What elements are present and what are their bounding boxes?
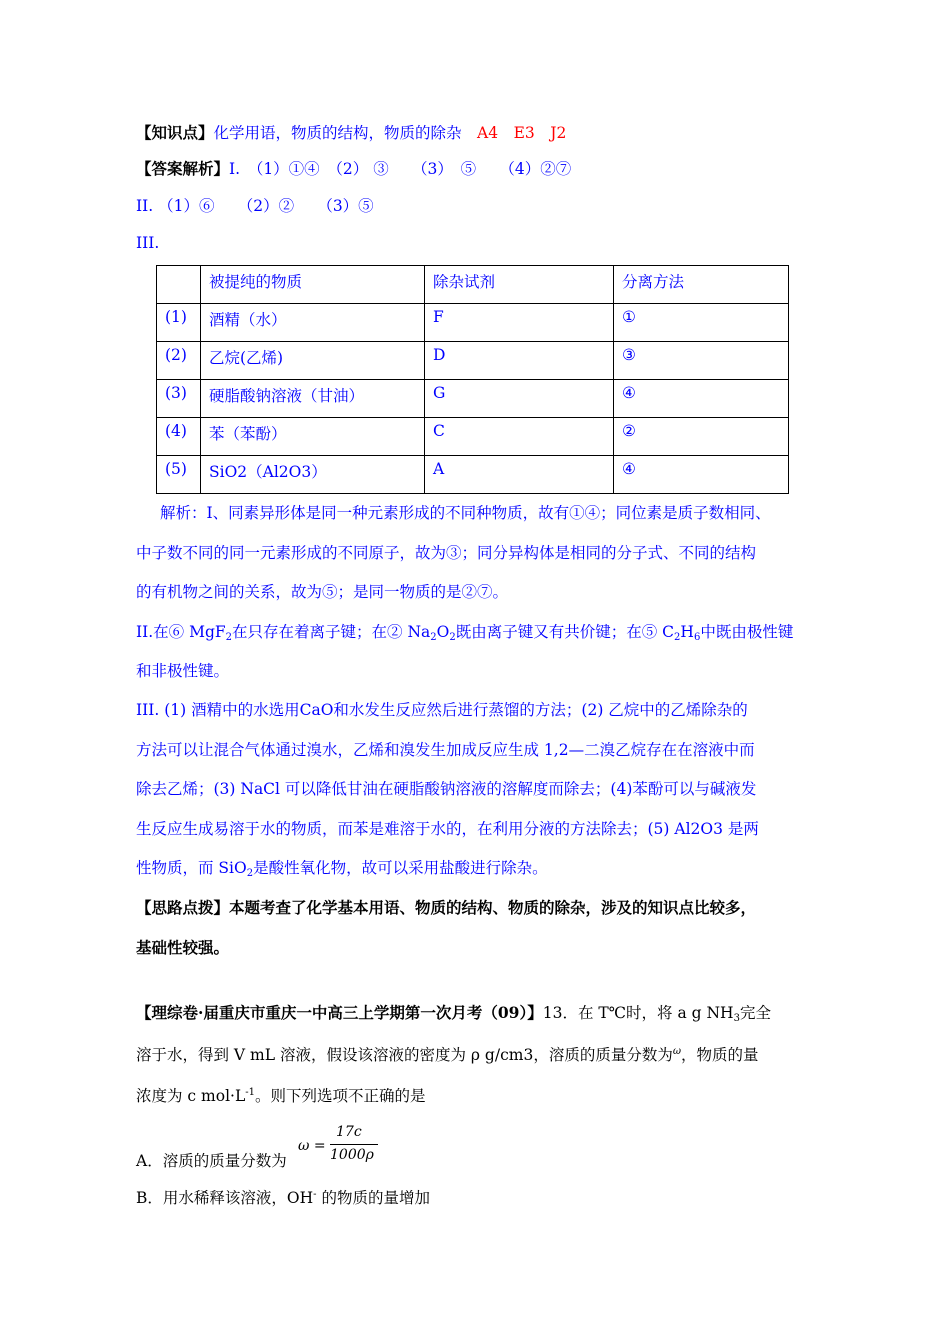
superscript: - (313, 1189, 317, 1200)
table-row (157, 342, 789, 380)
question-source: 【理综卷·届重庆市重庆一中高三上学期第一次月考（09）】 (136, 1003, 543, 1022)
table-cell: ② (614, 418, 789, 456)
table-cell: A (425, 456, 614, 494)
text-span: 性物质，而 SiO (136, 859, 247, 877)
table-cell: ③ (614, 342, 789, 380)
formula-lhs: ω = (298, 1138, 326, 1154)
text-span: 在只存在着离子键；在② Na (232, 623, 431, 641)
table-cell: G (425, 380, 614, 418)
table-row (157, 304, 789, 342)
table-row (157, 266, 789, 304)
text-span: 中既由极性键 (700, 623, 794, 641)
analysis-p3-line5: 性物质，而 SiO$_2$是酸性氧化物，故可以采用盐酸进行除杂。 (136, 859, 548, 879)
table-cell: ④ (614, 456, 789, 494)
table-header: 除杂试剂 (425, 266, 614, 304)
table-cell: SiO2（Al2O3） (201, 456, 425, 494)
text-span: II.在⑥ MgF (136, 623, 226, 641)
purification-table (156, 265, 789, 494)
table-cell (157, 266, 201, 304)
text-span: H (680, 623, 694, 641)
question-line2 (136, 1045, 759, 1065)
analysis-p1-line3: 的有机物之间的关系，故为⑤；是同一物质的是②⑦。 (136, 583, 509, 601)
answer-line-3: III. (136, 234, 160, 252)
answer-line-1 (136, 159, 571, 179)
table-cell: ① (614, 304, 789, 342)
text-span: ，物质的量 (680, 1046, 759, 1064)
knowledge-label: 【知识点】 (136, 123, 214, 142)
text-span: 是酸性氧化物，故可以采用盐酸进行除杂。 (253, 859, 548, 877)
table-row (157, 456, 789, 494)
analysis-p1-line1: 解析：I、同素异形体是同一种元素形成的不同种物质，故有①④；同位素是质子数相同、 (160, 504, 771, 522)
superscript: -1 (245, 1087, 255, 1098)
formula-denominator: 1000ρ (330, 1147, 374, 1163)
text-span: 既由离子键又有共价键；在⑤ C (455, 623, 675, 641)
text-span: 溶于水，得到 V mL 溶液，假设该溶液的密度为 ρ g/cm3，溶质的质量分数为 (136, 1046, 673, 1064)
option-b (136, 1188, 430, 1208)
analysis-p1-line2: 中子数不同的同一元素形成的不同原子，故为③；同分异构体是相同的分子式、不同的结构 (136, 544, 757, 562)
text-span: 的物质的量增加 (316, 1189, 430, 1207)
table-cell: (4) (157, 418, 201, 456)
option-a: A．溶质的质量分数为 (136, 1152, 287, 1170)
answer-part-1: I. （1）①④ （2） ③ （3） ⑤ （4）②⑦ (229, 160, 572, 178)
knowledge-text: 化学用语，物质的结构，物质的除杂 (213, 124, 462, 142)
knowledge-codes: A4 E3 J2 (477, 124, 567, 142)
table-cell: 乙烷(乙烯) (201, 342, 425, 380)
text-span: B．用水稀释该溶液，OH (136, 1189, 314, 1207)
analysis-p2-line1: II.在⑥ MgF$_2$在只存在着离子键；在② $Na_2O_2$既由离子键又有共价键；在⑤ $C_2H_6$中既由极性键 (136, 623, 794, 643)
tips-text: 本题考查了化学基本用语、物质的结构、物质的除杂，涉及的知识点比较多， (229, 898, 757, 917)
tips-label: 【思路点拨】 (136, 898, 230, 917)
table-cell: 硬脂酸钠溶液（甘油） (201, 380, 425, 418)
table-row (157, 418, 789, 456)
analysis-p2-line2: 和非极性键。 (136, 662, 230, 680)
analysis-p3-line1: III. (1) 酒精中的水选用CaO和水发生反应然后进行蒸馏的方法；(2) 乙烷中的乙烯除杂的 (136, 701, 748, 719)
formula-numerator: 17c (336, 1124, 362, 1140)
table-cell: D (425, 342, 614, 380)
answer-label: 【答案解析】 (136, 159, 230, 178)
table-row (157, 380, 789, 418)
analysis-p3-line4: 生反应生成易溶于水的物质，而苯是难溶于水的，在利用分液的方法除去；(5) Al2O3 是两 (136, 820, 759, 838)
text-span: 完全 (739, 1004, 771, 1022)
table-cell: (3) (157, 380, 201, 418)
text-span: 浓度为 c mol·L (136, 1087, 246, 1105)
text-span: O (436, 623, 450, 641)
fraction-bar (330, 1144, 378, 1145)
table-cell: ④ (614, 380, 789, 418)
answer-line-2: II. （1）⑥ （2）② （3）⑤ (136, 197, 374, 215)
table-cell: (1) (157, 304, 201, 342)
table-cell: (5) (157, 456, 201, 494)
question-line1: 【理综卷·届重庆市重庆一中高三上学期第一次月考（09）】13．在 T℃时，将 a g $NH_3$完全 (136, 1003, 771, 1024)
table-cell: F (425, 304, 614, 342)
tips-line1 (136, 898, 756, 918)
analysis-p3-line2: 方法可以让混合气体通过溴水，乙烯和溴发生加成反应生成 1,2—二溴乙烷存在在溶液中而 (136, 741, 755, 759)
omega-symbol: ω (672, 1046, 681, 1057)
table-cell: C (425, 418, 614, 456)
tips-line2: 基础性较强。 (136, 938, 230, 957)
question-line3 (136, 1086, 426, 1106)
table-header: 分离方法 (614, 266, 789, 304)
table-cell: 酒精（水） (201, 304, 425, 342)
text-span: 。则下列选项不正确的是 (255, 1087, 426, 1105)
table-cell: (2) (157, 342, 201, 380)
text-span: 13．在 T℃时，将 a g NH (542, 1004, 734, 1022)
table-header: 被提纯的物质 (201, 266, 425, 304)
knowledge-line (136, 123, 566, 143)
table-cell: 苯（苯酚） (201, 418, 425, 456)
analysis-p3-line3: 除去乙烯；(3) NaCl 可以降低甘油在硬脂酸钠溶液的溶解度而除去；(4)苯酚可以与碱液发 (136, 780, 757, 798)
